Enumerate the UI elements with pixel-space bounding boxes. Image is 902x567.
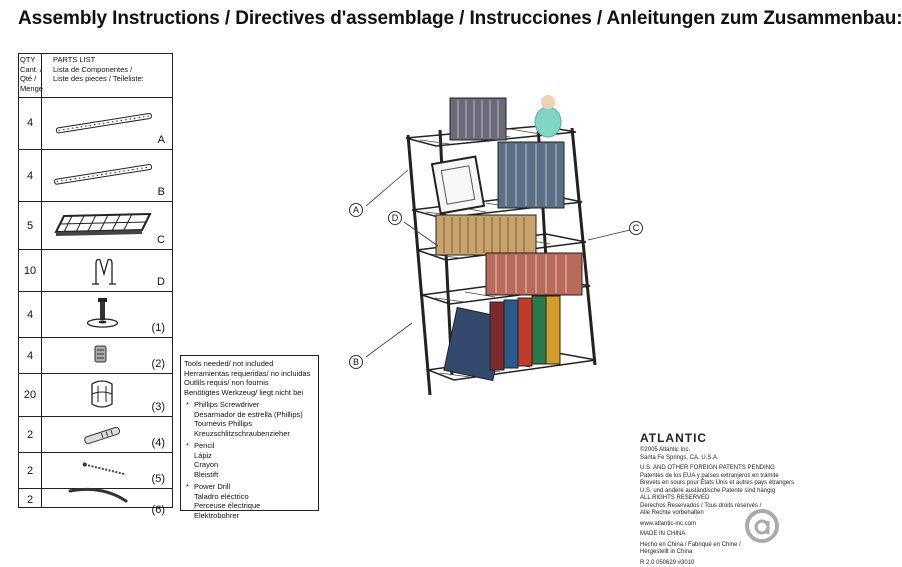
tools-header-line: Outlils requis/ non fournis: [184, 378, 315, 388]
rights-line: Derechos Reservados / Tous droits réservés /: [640, 503, 794, 511]
callout-a: A: [349, 203, 363, 217]
part-row: [19, 202, 172, 250]
product-code: R 2.0 050629 #3010: [640, 560, 794, 567]
parts-list-header-line: PARTS LIST: [53, 55, 144, 65]
parts-list-header-line: Liste des pieces / Teileliste:: [53, 74, 144, 84]
part-code: (2): [152, 358, 165, 370]
tool-group: [184, 400, 315, 438]
tool-item: * Phillips Screwdriver: [184, 400, 315, 410]
part-row: [19, 292, 172, 338]
brand-info: [640, 432, 794, 567]
patent-line: Patentes de los EUA y países extranjeros en trámite: [640, 473, 794, 481]
part-qty: 2: [19, 465, 41, 477]
part-code: D: [157, 276, 165, 288]
atlantic-logo: ATLANTIC: [640, 432, 794, 445]
part-code: (5): [152, 473, 165, 485]
tool-item: Perceuse électrique: [184, 501, 315, 511]
copyright-text: ©2005 Atlantic Inc.: [640, 447, 794, 455]
clip-icon: [42, 374, 162, 417]
part-code: A: [158, 134, 165, 146]
connector-icon: [42, 338, 162, 374]
rights-line: Alle Rechte vorbehalten: [640, 510, 794, 518]
website-text: www.atlantic-inc.com: [640, 521, 794, 529]
part-qty: 4: [19, 350, 41, 362]
tool-item: Tournevis Phillips: [184, 419, 315, 429]
tool-item: * Pencil: [184, 441, 315, 451]
part-row: [19, 453, 172, 489]
part-code: (4): [152, 437, 165, 449]
part-code: C: [157, 234, 165, 246]
part-row: [19, 250, 172, 292]
made-in-line: Hecho en China / Fabriqué en Chine /: [640, 542, 794, 550]
page-title: Assembly Instructions / Directives d'assemblage / Instrucciones / Anleitungen zum Zusammenbau:: [18, 8, 902, 30]
part-qty: 10: [19, 265, 41, 277]
part-row: [19, 338, 172, 374]
wire-support-icon: [42, 250, 162, 292]
patent-line: Brevets en sours pour États Unis et autres pays étrangers: [640, 480, 794, 488]
callout-b: B: [349, 355, 363, 369]
tool-item: Bleistift: [184, 470, 315, 480]
part-qty: 4: [19, 170, 41, 182]
location-text: Santa Fe Springs, CA. U.S.A.: [640, 455, 794, 463]
qty-header-line: QTY: [20, 55, 43, 65]
tool-group: [184, 441, 315, 479]
tool-item: Elektrobohrer: [184, 511, 315, 521]
short-rod-icon: [42, 150, 162, 202]
tools-header-line: Tools needed/ not included: [184, 359, 315, 369]
tool-item: * Power Drill: [184, 482, 315, 492]
tools-header-line: Herramientas requeridas/ no incluidas: [184, 369, 315, 379]
part-code: B: [158, 186, 165, 198]
screw-icon: [42, 453, 162, 489]
strap-icon: [42, 489, 162, 508]
tool-item: Desarmador de estrella (Phillips): [184, 410, 315, 420]
part-row: [19, 374, 172, 417]
callout-c: C: [629, 221, 643, 235]
patent-line: U.S. und andere ausländische Patente sind hängig: [640, 488, 794, 496]
parts-header: [19, 54, 172, 98]
long-rod-icon: [42, 97, 162, 150]
atlantic-a-logo-icon: [744, 508, 780, 544]
part-row: [19, 417, 172, 453]
made-in-line: MADE IN CHINA: [640, 531, 794, 539]
tools-needed-box: [180, 355, 319, 511]
tool-item: Crayon: [184, 460, 315, 470]
part-code: (3): [152, 401, 165, 413]
part-code: (6): [152, 504, 165, 516]
part-qty: 4: [19, 117, 41, 129]
assembled-shelf-illustration: [340, 90, 640, 410]
qty-header-line: Qté /: [20, 74, 43, 84]
anchor-icon: [42, 417, 162, 453]
part-qty: 5: [19, 220, 41, 232]
made-in-line: Hergestellt in China: [640, 549, 794, 557]
parts-table: [18, 53, 173, 508]
qty-header-line: Cant. /: [20, 65, 43, 75]
part-row: [19, 97, 172, 150]
part-row: [19, 489, 172, 508]
callout-d: D: [388, 211, 402, 225]
leveling-foot-icon: [42, 292, 162, 338]
part-qty: 4: [19, 309, 41, 321]
rights-line: ALL RIGHTS RESERVED: [640, 495, 794, 503]
tool-item: Lápiz: [184, 451, 315, 461]
tools-header-line: Benötigtes Werkzeug/ liegt nicht bei: [184, 388, 315, 398]
parts-list-header: [53, 55, 144, 84]
tool-item: Taladro eléctrico: [184, 492, 315, 502]
part-qty: 20: [19, 389, 41, 401]
parts-list-header-line: Lista de Componentes /: [53, 65, 144, 75]
part-qty: 2: [19, 429, 41, 441]
qty-header: [20, 55, 43, 93]
part-qty: 2: [19, 494, 41, 506]
wire-shelf-icon: [42, 202, 162, 250]
tool-group: [184, 482, 315, 520]
part-row: [19, 150, 172, 202]
tool-item: Kreuzschlitzschraubenzieher: [184, 429, 315, 439]
patent-line: U.S. AND OTHER FOREIGN PATENTS PENDING: [640, 465, 794, 473]
part-code: (1): [152, 322, 165, 334]
qty-header-line: Menge: [20, 84, 43, 94]
